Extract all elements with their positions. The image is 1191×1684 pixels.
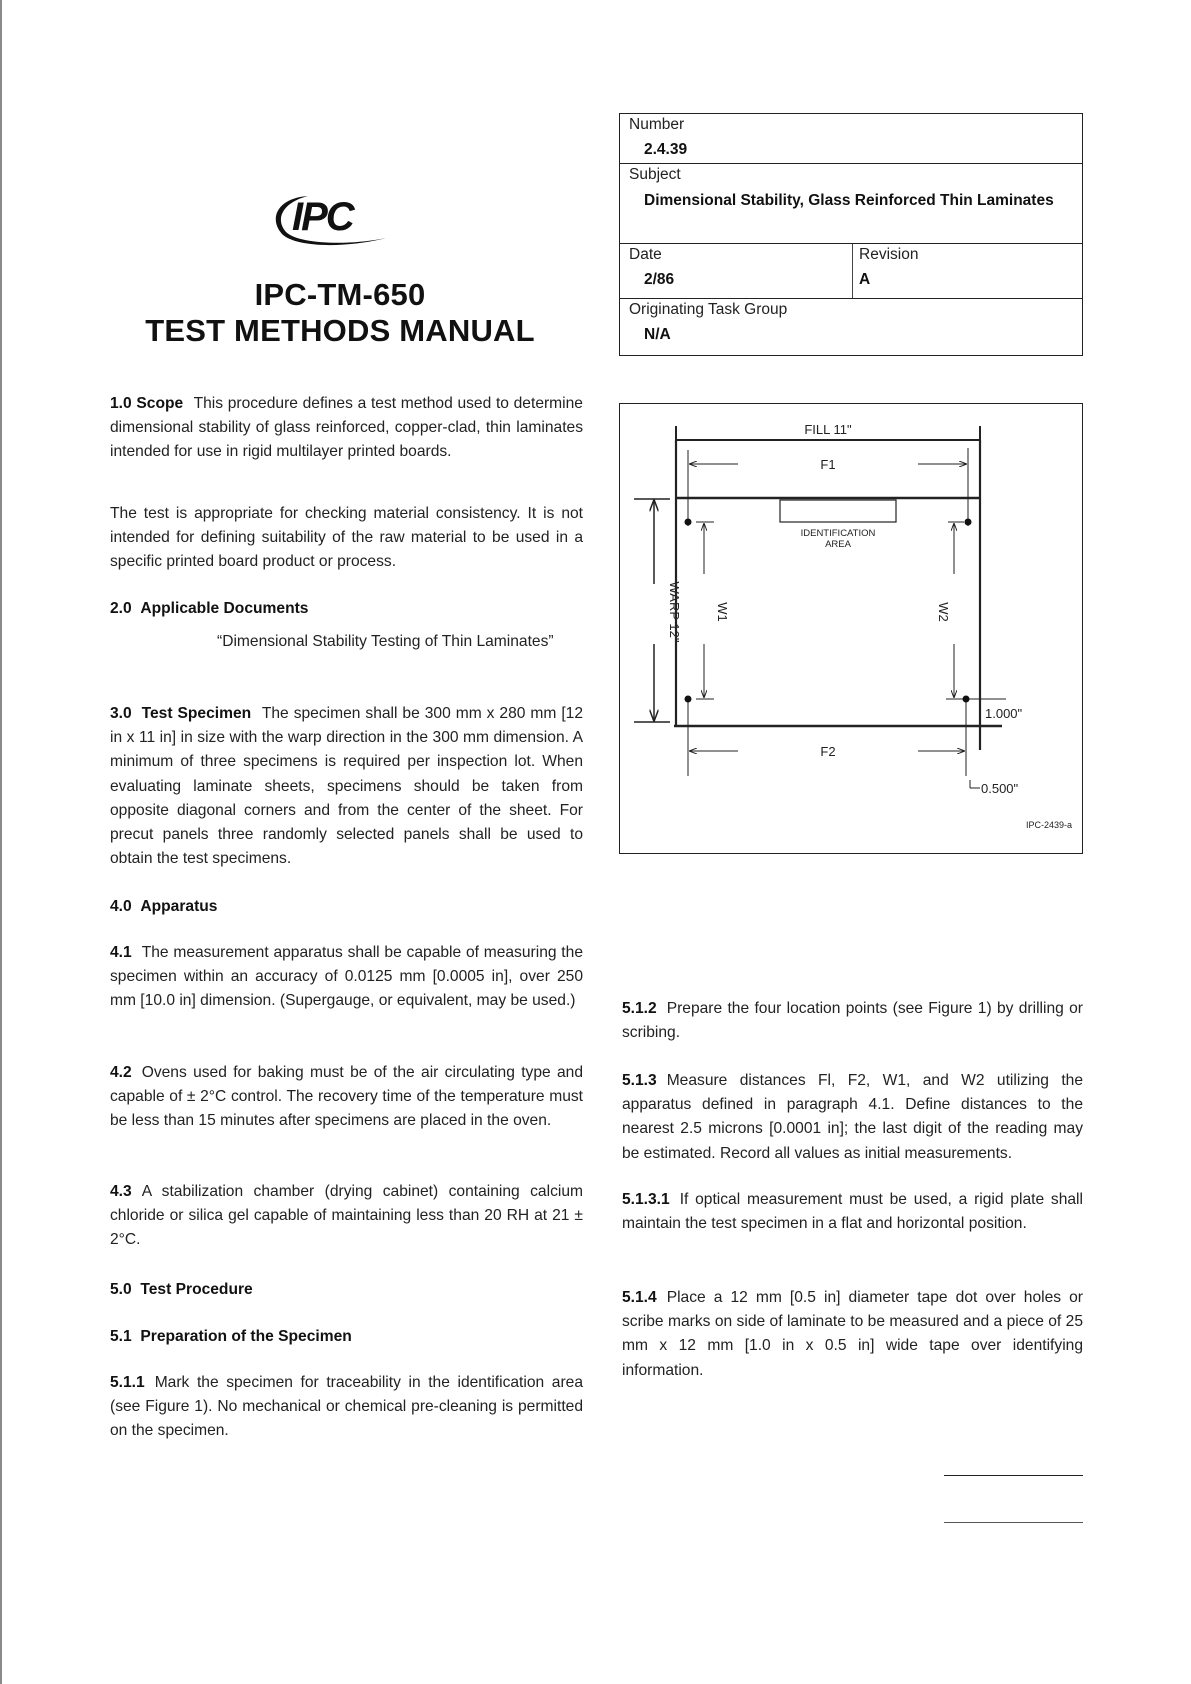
task-group-row [620, 299, 1082, 356]
fill-label: FILL 11" [804, 422, 852, 437]
task-group-label: Originating Task Group [629, 301, 788, 318]
section-3-title: Test Specimen [141, 705, 252, 722]
location-point [685, 519, 692, 526]
warp-label: WARP 12" [667, 581, 682, 643]
id-area-line2: AREA [825, 539, 851, 550]
location-point [685, 696, 692, 703]
identification-area-box [780, 500, 896, 522]
revision-value: A [859, 271, 871, 288]
signature-line [944, 1522, 1083, 1523]
task-group-value: N/A [644, 326, 671, 343]
number-value: 2.4.39 [644, 141, 688, 158]
document-info-table [619, 113, 1083, 356]
section-4-1-text: The measurement apparatus shall be capable of measuring the specimen within an accuracy of 0.0125 mm [0.0005 in], over 250 mm [10.0 in] dimension. (Supergauge, or equivalent, may be used.) [110, 944, 583, 1010]
manual-title-line2: TEST METHODS MANUAL [145, 313, 535, 348]
section-4-3: 4.3 A stabilization chamber (drying cabinet) containing calcium chloride or silica gel capable of maintaining less than 20 RH at 21 ± 2°C. [110, 1183, 583, 1249]
applicable-document-title: “Dimensional Stability Testing of Thin Laminates” [217, 633, 554, 650]
section-2-document [110, 630, 583, 654]
section-5-1-3-text: Measure distances Fl, F2, W1, and W2 utilizing the apparatus defined in paragraph 4.1. Define distances to the nearest 2.5 microns [0.0001 in]; the last digit of the reading may be estimated. Record all values as initial measurements. [622, 1072, 1083, 1162]
date-revision-row [620, 244, 1082, 299]
section-5-1-1-text: Mark the specimen for traceability in the identification area (see Figure 1). No mechanical or chemical pre-cleaning is permitted on the specimen. [110, 1374, 583, 1440]
section-5-heading: 5.0 Test Procedure [110, 1281, 253, 1298]
section-5-1-4: 5.1.4 Place a 12 mm [0.5 in] diameter tape dot over holes or scribe marks on side of laminate to be measured and a piece of 25 mm x 12 mm [1.0 in x 0.5 in] wide tape over identifying information. [622, 1289, 1083, 1379]
section-4-2: 4.2 Ovens used for baking must be of the air circulating type and capable of ± 2°C control. The recovery time of the temperature must be less than 15 minutes after specimens are placed in the oven. [110, 1064, 583, 1130]
subject-row [620, 164, 1082, 244]
figure-id: IPC-2439-a [1025, 820, 1072, 830]
section-4-3-text: A stabilization chamber (drying cabinet) containing calcium chloride or silica gel capable of maintaining less than 20 RH at 21 ± 2°C. [110, 1183, 583, 1249]
ipc-logo [268, 188, 398, 252]
section-1-text: This procedure defines a test method used to determine dimensional stability of glass reinforced, copper-clad, thin laminates intended for use in rigid multilayer printed boards. [110, 395, 583, 461]
section-2-title: Applicable Documents [140, 600, 309, 617]
subject-value: Dimensional Stability, Glass Reinforced Thin Laminates [644, 192, 1054, 209]
location-point [965, 519, 972, 526]
section-5-1-title: Preparation of the Specimen [140, 1328, 352, 1345]
section-5-title: Test Procedure [140, 1281, 253, 1298]
section-4-2-text: Ovens used for baking must be of the air circulating type and capable of ± 2°C control. The recovery time of the temperature must be less than 15 minutes after specimens are placed in the oven. [110, 1064, 583, 1130]
section-5-1-3: 5.1.3 Measure distances Fl, F2, W1, and W2 utilizing the apparatus defined in paragraph 4.1. Define distances to the nearest 2.5 microns [0.0001 in]; the last digit of the reading may be estimated. Record all values as initial measurements. [622, 1072, 1083, 1162]
section-3-text: The specimen shall be 300 mm x 280 mm [12 in x 11 in] in size with the warp direction in the 300 mm dimension. A minimum of three specimens is required per inspection lot. When evaluating laminate sheets, specimens should be taken from opposite diagonal corners and from the center of the sheet. For precut panels three randomly selected panels shall be used to obtain the test specimens. [110, 705, 584, 868]
subject-label: Subject [629, 166, 681, 183]
w1-label: W1 [715, 602, 730, 622]
page-edge [0, 0, 2, 1684]
section-4-heading: 4.0 Apparatus [110, 898, 218, 915]
section-4-title: Apparatus [140, 898, 218, 915]
logo-text: IPC [292, 195, 353, 239]
revision-label: Revision [859, 246, 919, 263]
date-value: 2/86 [644, 271, 675, 288]
dim-0500-label: 0.500" [981, 781, 1019, 796]
section-5-1-3-1-text: If optical measurement must be used, a rigid plate shall maintain the test specimen in a flat and horizontal position. [622, 1191, 1083, 1233]
figure-1-specimen-diagram [619, 403, 1083, 854]
section-5-1-2-text: Prepare the four location points (see Figure 1) by drilling or scribing. [622, 1000, 1083, 1042]
section-1-title: Scope [136, 395, 184, 412]
section-5-1-heading: 5.1 Preparation of the Specimen [110, 1328, 352, 1345]
number-label: Number [629, 116, 685, 133]
f1-label: F1 [820, 457, 836, 472]
w2-label: W2 [936, 602, 951, 622]
number-row [620, 114, 1082, 164]
section-5-1-1: 5.1.1 Mark the specimen for traceability in the identification area (see Figure 1). No mechanical or chemical pre-cleaning is permitted on the specimen. [110, 1374, 583, 1440]
section-4-1: 4.1 The measurement apparatus shall be capable of measuring the specimen within an accuracy of 0.0125 mm [0.0005 in], over 250 mm [10.0 in] dimension. (Supergauge, or equivalent, may be used.) [110, 944, 583, 1010]
id-area-line1: IDENTIFICATION [800, 528, 876, 539]
section-5-1-3-1: 5.1.3.1 If optical measurement must be used, a rigid plate shall maintain the test specimen in a flat and horizontal position. [622, 1191, 1083, 1233]
section-1-scope [110, 392, 583, 465]
manual-title-line1: IPC-TM-650 [254, 277, 426, 312]
dim-1000-label: 1.000" [985, 706, 1023, 721]
section-1-text-2: The test is appropriate for checking material consistency. It is not intended for defining suitability of the raw material to be used in a specific printed board product or process. [110, 505, 583, 571]
signature-line [944, 1475, 1083, 1476]
date-label: Date [629, 246, 662, 263]
section-2-heading: 2.0 Applicable Documents [110, 600, 309, 617]
section-5-1-4-text: Place a 12 mm [0.5 in] diameter tape dot over holes or scribe marks on side of laminate to be measured and a piece of 25 mm x 12 mm [1.0 in x 0.5 in] wide tape over identifying information. [622, 1289, 1083, 1379]
section-1-number: 1.0 [110, 395, 132, 412]
location-point [963, 696, 970, 703]
section-3-test-specimen: 3.0 Test Specimen The specimen shall be 300 mm x 280 mm [12 in x 11 in] in size with the warp direction in the 300 mm dimension. A minimum of three specimens is required per inspection lot. When evaluating laminate sheets, specimens should be taken from opposite diagonal corners and from the center of the sheet. For precut panels three randomly selected panels shall be used to obtain the test specimens. [110, 705, 584, 868]
f2-label: F2 [820, 744, 836, 759]
section-5-1-2: 5.1.2 Prepare the four location points (see Figure 1) by drilling or scribing. [622, 1000, 1083, 1042]
